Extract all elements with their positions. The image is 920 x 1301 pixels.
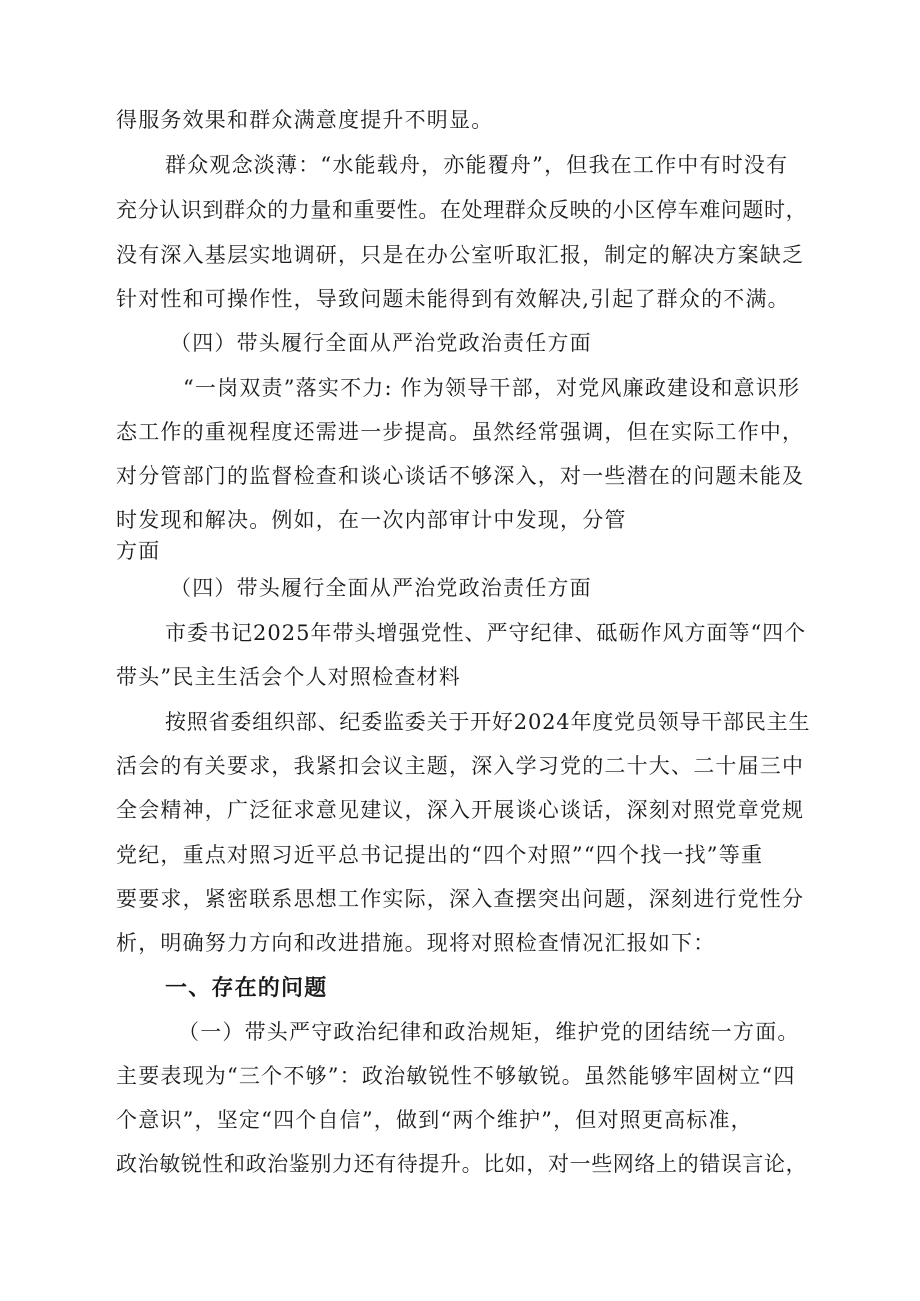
body-text-line: 群众观念淡薄：“水能载舟，亦能覆舟”，但我在工作中有时没有 [165, 153, 789, 177]
body-text-line: 全会精神，广泛征求意见建议，深入开展谈心谈话，深刻对照党章党规 [116, 798, 805, 822]
body-text-line: 得服务效果和群众满意度提升不明显。 [116, 108, 494, 132]
body-text-line: 个意识”，坚定“四个自信”，做到“两个维护”，但对照更高标准， [116, 1108, 753, 1132]
document-title-line: 市委书记2025年带头增强党性、严守纪律、砥砺作风方面等“四个 [165, 621, 807, 645]
section-subheading: （四）带头履行全面从严治党政治责任方面 [170, 331, 592, 355]
body-text-line: 对分管部门的监督检查和谈心谈话不够深入，对一些潜在的问题未能及 [116, 464, 805, 488]
body-text-line: 党纪，重点对照习近平总书记提出的“四个对照”“四个找一找”等重 [116, 843, 764, 867]
section-heading: 一、存在的问题 [165, 976, 328, 1001]
body-text-line: 活会的有关要求，我紧扣会议主题，深入学习党的二十大、二十届三中 [116, 754, 805, 778]
body-text-line: 按照省委组织部、纪委监委关于开好2024年度党员领导干部民主生 [165, 710, 811, 734]
body-text-line: 针对性和可操作性，导致问题未能得到有效解决,引起了群众的不满。 [116, 287, 790, 311]
body-text-line: 时发现和解决。例如，在一次内部审计中发现，分管 [116, 508, 627, 532]
body-text-line: “一岗双责”落实不力: 作为领导干部，对党风廉政建设和意识形 [183, 376, 801, 400]
section-subheading: （一）带头严守政治纪律和政治规矩，维护党的团结统一方面。 [178, 1020, 800, 1044]
document-title-line: 带头”民主生活会个人对照检查材料 [116, 665, 461, 689]
section-subheading: （四）带头履行全面从严治党政治责任方面 [170, 576, 592, 600]
body-text-line: 充分认识到群众的力量和重要性。在处理群众反映的小区停车难问题时， [116, 198, 808, 222]
body-text-line: 政治敏锐性和政治鉴别力还有待提升。比如，对一些网络上的错误言论， [116, 1152, 808, 1176]
body-text-line: 没有深入基层实地调研，只是在办公室听取汇报，制定的解决方案缺乏 [116, 243, 805, 267]
body-text-line: 要要求，紧密联系思想工作实际，深入查摆突出问题，深刻进行党性分 [116, 887, 805, 911]
body-text-line: 主要表现为“三个不够”：政治敏锐性不够敏锐。虽然能够牢固树立“四 [116, 1064, 796, 1088]
body-text-line: 态工作的重视程度还需进一步提高。虽然经常强调，但在实际工作中， [116, 420, 805, 444]
body-text-line: 析，明确努力方向和改进措施。现将对照检查情况汇报如下： [116, 931, 716, 955]
body-text-line: 方面 [116, 539, 161, 563]
